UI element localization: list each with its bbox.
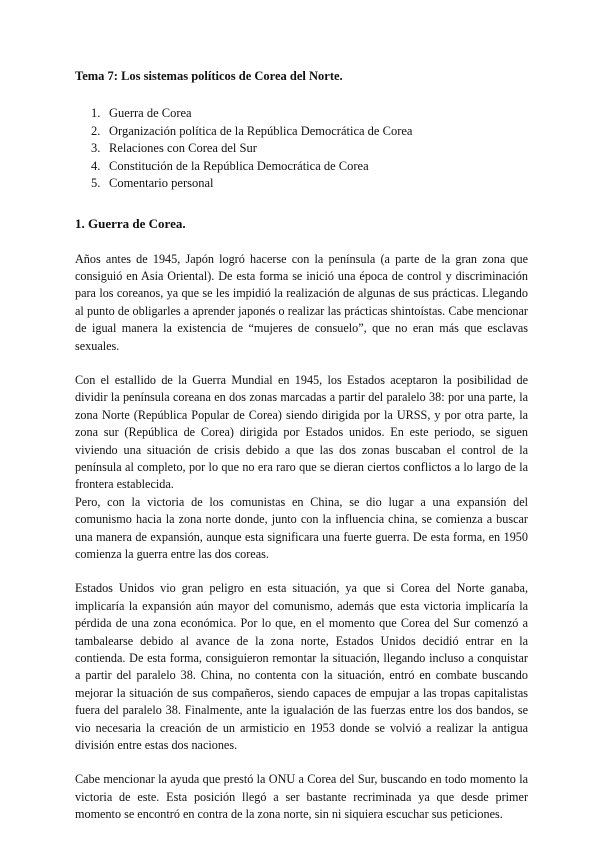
toc-item-label: Organización política de la República Democrática de Corea [109,123,413,138]
table-of-contents [75,105,528,193]
body-paragraph: Años antes de 1945, Japón logró hacerse con la península (a parte de la gran zona que consiguió en Asia Oriental). De esta forma se inició una época de control y discriminación para los coreanos, ya que se les impidió la realización de algunas de sus prácticas. Llegando al punto de obligarles a aprender japonés o realizar las prácticas shintoístas. Cabe mencionar de igual manera la existencia de “mujeres de consuelo”, que no eran más que esclavas sexuales. [75,251,528,353]
section-heading: 1. Guerra de Corea. [75,215,186,231]
toc-item [91,105,528,123]
toc-item-label: Relaciones con Corea del Sur [109,141,257,155]
body-paragraph: Estados Unidos vio gran peligro en esta situación, ya que si Corea del Norte ganaba, implicaría la expansión aún mayor del comunismo, además que esta victoria implicaría la pérdida de una zona económica. Por lo que, en el momento que Corea del Sur comenzó a tambalearse debido al avance de la zona norte, Estados Unidos decidió entrar en la contienda. De esta forma, consiguieron remontar la situación, llegando incluso a conquistar a partir del paralelo 38. China, no contenta con la situación, entró en combate buscando mejorar la situación de sus compañeros, siendo capaces de empujar a las tropas capitalistas fuera del paralelo 38. Finalmente, ante la igualación de las fuerzas entre los dos bandos, se vio necesaria la creación de un armisticio en 1953 donde se volvió a realizar la antigua división entre estas dos naciones. [75,581,528,753]
toc-item-number: 3. [91,141,101,155]
body-paragraph: Pero, con la victoria de los comunistas en China, se dio lugar a una expansión del comunismo hacia la zona norte donde, junto con la influencia china, se comienza a buscar una manera de expansión, aunque esta significara una fuerte guerra. De esta forma, en 1950 comienza la guerra entre las dos coreas. [75,494,528,561]
toc-item-label: Constitución de la República Democrática de Corea [109,158,369,173]
toc-item-number: 5. [91,176,101,190]
toc-item [91,158,528,176]
toc-item [91,140,528,158]
toc-item-number: 2. [91,123,101,138]
toc-item [91,123,528,141]
document-title: Tema 7: Los sistemas políticos de Corea del Norte. [75,69,343,83]
body-paragraph: Con el estallido de la Guerra Mundial en 1945, los Estados aceptaron la posibilidad de dividir la península coreana en dos zonas marcadas a partir del paralelo 38: por una parte, la zona Norte (República Popular de Corea) siendo dirigida por la URSS, y por otra parte, la zona sur (República de Corea) dirigida por Estados unidos. En este periodo, se siguen viviendo una situación de crisis debido a que las dos zonas buscaban el control de la península al completo, por lo que no era raro que se dieran ciertos conflictos a lo largo de la frontera establecida. [75,372,528,492]
toc-item-label: Guerra de Corea [109,106,192,120]
toc-item-label: Comentario personal [109,176,214,190]
toc-item-number: 1. [91,106,101,120]
toc-item [91,175,528,193]
toc-item-number: 4. [91,158,101,173]
document-page [75,68,528,841]
body-paragraph: Cabe mencionar la ayuda que prestó la ONU a Corea del Sur, buscando en todo momento la victoria de este. Esta posición llegó a ser bastante recriminada ya que desde primer momento se encontró en contra de la zona norte, sin ni siquiera escuchar sus peticiones. [75,772,528,822]
